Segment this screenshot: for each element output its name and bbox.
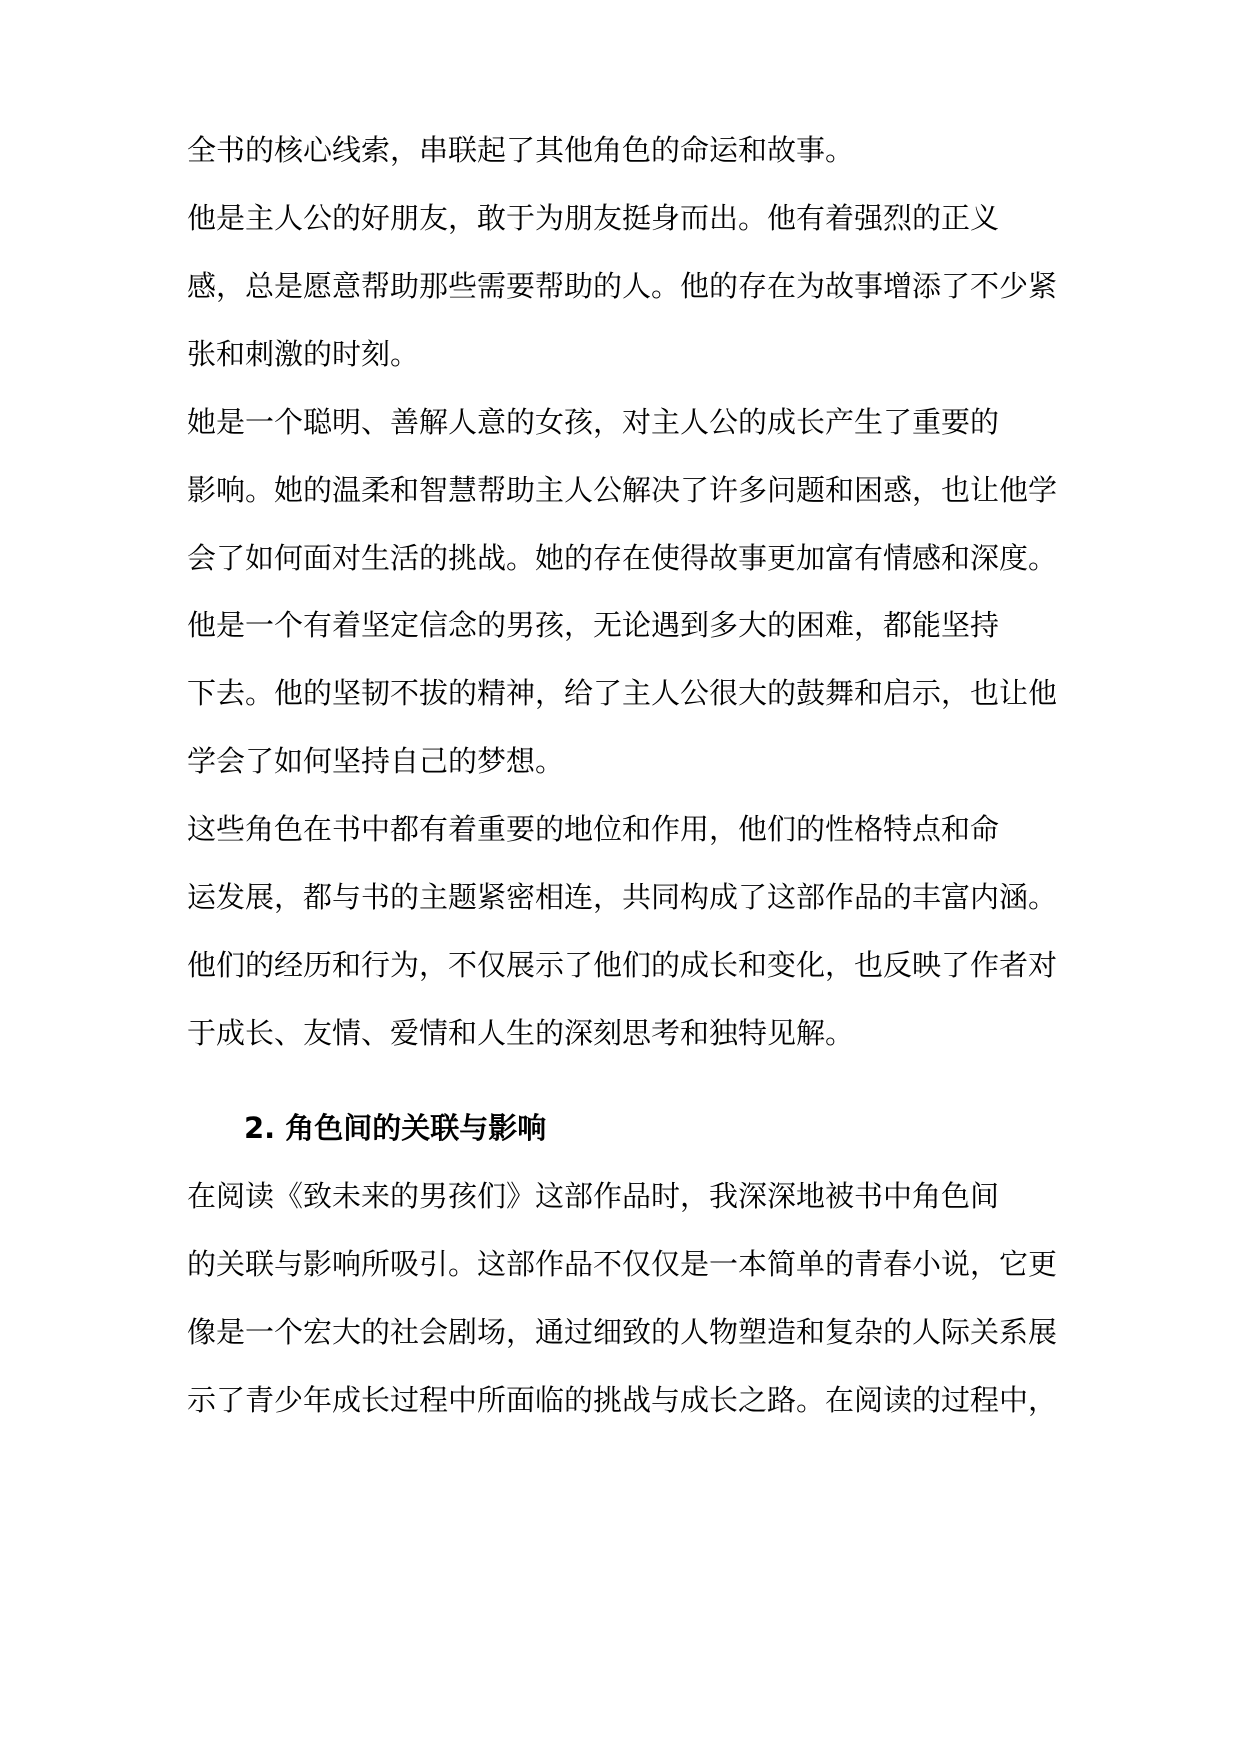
paragraph-line: 在阅读《致未来的男孩们》这部作品时，我深深地被书中角色间: [187, 1179, 1000, 1213]
paragraph-line: 感，总是愿意帮助那些需要帮助的人。他的存在为故事增添了不少紧: [187, 269, 1058, 303]
paragraph-line: 全书的核心线索，串联起了其他角色的命运和故事。: [187, 133, 855, 167]
paragraph-line: 这些角色在书中都有着重要的地位和作用，他们的性格特点和命: [187, 812, 1000, 846]
paragraph-line: 的关联与影响所吸引。这部作品不仅仅是一本简单的青春小说，它更: [187, 1247, 1058, 1281]
paragraph-line: 学会了如何坚持自己的梦想。: [187, 744, 565, 778]
paragraph-line: 像是一个宏大的社会剧场，通过细致的人物塑造和复杂的人际关系展: [187, 1315, 1058, 1349]
paragraph-line: 他们的经历和行为，不仅展示了他们的成长和变化，也反映了作者对: [187, 948, 1058, 982]
paragraph-line: 影响。她的温柔和智慧帮助主人公解决了许多问题和困惑，也让他学: [187, 473, 1058, 507]
paragraph-line: 他是一个有着坚定信念的男孩，无论遇到多大的困难，都能坚持: [187, 608, 1000, 642]
paragraph-line: 运发展，都与书的主题紧密相连，共同构成了这部作品的丰富内涵。: [187, 880, 1058, 914]
paragraph-line: 于成长、友情、爱情和人生的深刻思考和独特见解。: [187, 1016, 855, 1050]
paragraph-line: 张和刺激的时刻。: [187, 337, 420, 371]
paragraph-line: 示了青少年成长过程中所面临的挑战与成长之路。在阅读的过程中，: [187, 1383, 1058, 1417]
paragraph-line: 她是一个聪明、善解人意的女孩，对主人公的成长产生了重要的: [187, 405, 1000, 439]
paragraph-line: 他是主人公的好朋友，敢于为朋友挺身而出。他有着强烈的正义: [187, 201, 1000, 235]
paragraph-line: 会了如何面对生活的挑战。她的存在使得故事更加富有情感和深度。: [187, 541, 1058, 575]
paragraph-line: 下去。他的坚韧不拔的精神，给了主人公很大的鼓舞和启示，也让他: [187, 676, 1058, 710]
section-heading: 2. 角色间的关联与影响: [244, 1111, 547, 1145]
